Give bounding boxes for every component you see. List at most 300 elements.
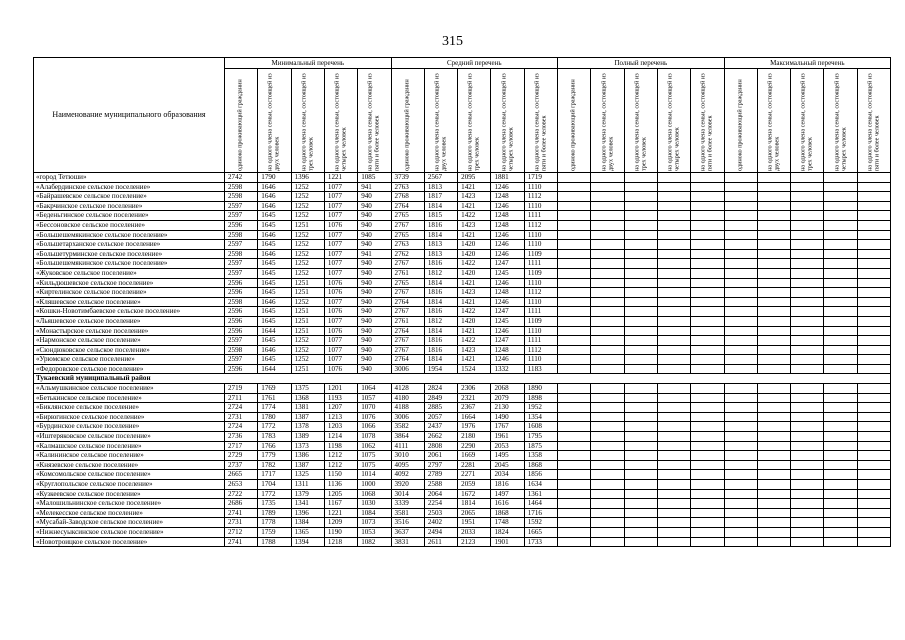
subcolumn-header-text: одиноко проживающий гражданин — [236, 78, 244, 171]
value-cell: 1111 — [524, 211, 557, 221]
table-row — [34, 384, 891, 394]
value-cell — [657, 364, 690, 374]
value-cell — [757, 268, 790, 278]
value-cell — [591, 364, 624, 374]
table-row — [34, 230, 891, 240]
municipality-name: «Малошильнинское сельское поселение» — [34, 499, 225, 509]
value-cell — [791, 307, 824, 317]
subcolumn-header-text: на одного члена семьи, состоящей из четырех человек — [833, 72, 847, 171]
municipality-name: «Большетурминское сельское поселение» — [34, 249, 225, 259]
value-cell — [591, 240, 624, 250]
value-cell — [757, 384, 790, 394]
value-cell: 1252 — [291, 336, 324, 346]
value-cell: 2768 — [391, 192, 424, 202]
value-cell: 1109 — [524, 316, 557, 326]
municipality-name: «Иштеряковское сельское поселение» — [34, 432, 225, 442]
value-cell — [624, 364, 657, 374]
value-cell: 1814 — [424, 326, 457, 336]
value-cell: 2765 — [391, 230, 424, 240]
value-cell — [724, 480, 757, 490]
value-cell: 1077 — [324, 297, 357, 307]
value-cell — [724, 451, 757, 461]
value-cell — [857, 288, 890, 298]
value-cell: 2767 — [391, 259, 424, 269]
municipality-name: «Кляшевское сельское поселение» — [34, 297, 225, 307]
value-cell: 2761 — [391, 316, 424, 326]
value-cell: 1218 — [324, 537, 357, 547]
subcolumn-header — [291, 69, 324, 173]
value-cell: 2068 — [491, 384, 524, 394]
value-cell — [724, 336, 757, 346]
value-cell — [591, 451, 624, 461]
value-cell — [691, 537, 724, 547]
value-cell — [757, 480, 790, 490]
value-cell: 1816 — [424, 307, 457, 317]
value-cell — [657, 384, 690, 394]
value-cell — [791, 364, 824, 374]
value-cell: 1719 — [524, 173, 557, 183]
value-cell — [558, 393, 591, 403]
value-cell: 940 — [358, 316, 391, 326]
table-row — [34, 297, 891, 307]
value-cell: 1790 — [258, 173, 291, 183]
value-cell: 1735 — [258, 499, 291, 509]
table-row — [34, 201, 891, 211]
value-cell — [558, 211, 591, 221]
value-cell: 2767 — [391, 307, 424, 317]
value-cell — [591, 432, 624, 442]
value-cell — [691, 451, 724, 461]
subcolumn-header-text: на одного члена семьи, состоящей из двух человек — [599, 72, 614, 171]
value-cell — [857, 451, 890, 461]
value-cell: 2402 — [424, 518, 457, 528]
value-cell — [757, 182, 790, 192]
value-cell: 1183 — [524, 364, 557, 374]
value-cell — [757, 393, 790, 403]
value-cell — [724, 220, 757, 230]
value-cell — [724, 182, 757, 192]
value-cell — [724, 259, 757, 269]
value-cell — [591, 326, 624, 336]
municipality-name: «Калининское сельское поселение» — [34, 451, 225, 461]
value-cell: 1759 — [258, 527, 291, 537]
municipality-name: «Князевское сельское поселение» — [34, 460, 225, 470]
value-cell — [558, 259, 591, 269]
value-cell — [691, 326, 724, 336]
subcolumn-header — [857, 69, 890, 173]
value-cell: 1420 — [458, 249, 491, 259]
subcolumn-header-text: одиноко проживающий гражданин — [736, 78, 744, 171]
value-cell — [824, 220, 857, 230]
value-cell — [624, 422, 657, 432]
value-cell: 2662 — [424, 432, 457, 442]
value-cell: 2588 — [424, 480, 457, 490]
table-row — [34, 355, 891, 365]
value-cell: 1664 — [458, 412, 491, 422]
value-cell — [691, 240, 724, 250]
value-cell: 2764 — [391, 355, 424, 365]
value-cell: 1646 — [258, 249, 291, 259]
value-cell: 940 — [358, 201, 391, 211]
value-cell: 1068 — [358, 489, 391, 499]
value-cell — [558, 537, 591, 547]
value-cell — [724, 393, 757, 403]
value-cell — [691, 182, 724, 192]
value-cell: 1782 — [258, 460, 291, 470]
value-cell: 1110 — [524, 240, 557, 250]
subcolumn-header-text: одиноко проживающий гражданин — [403, 78, 411, 171]
value-cell — [558, 364, 591, 374]
value-cell — [657, 192, 690, 202]
section-row — [34, 374, 891, 384]
value-cell: 1109 — [524, 249, 557, 259]
value-cell: 1077 — [324, 211, 357, 221]
value-cell — [791, 355, 824, 365]
value-cell — [657, 288, 690, 298]
value-cell: 1247 — [491, 259, 524, 269]
municipality-name: «Федоровское сельское поселение» — [34, 364, 225, 374]
value-cell — [657, 268, 690, 278]
table-row — [34, 326, 891, 336]
value-cell: 1246 — [491, 297, 524, 307]
value-cell: 3831 — [391, 537, 424, 547]
value-cell — [591, 355, 624, 365]
value-cell: 1524 — [458, 364, 491, 374]
value-cell: 1110 — [524, 355, 557, 365]
subcolumn-header-text: на одного члена семьи, состоящей из четырех человек — [499, 72, 514, 171]
value-cell: 1645 — [258, 288, 291, 298]
value-cell: 1014 — [358, 470, 391, 480]
value-cell — [624, 451, 657, 461]
value-cell — [624, 508, 657, 518]
group-header: Максимальный перечень — [724, 58, 891, 69]
value-cell: 1214 — [324, 432, 357, 442]
value-cell: 1422 — [458, 336, 491, 346]
value-cell: 1150 — [324, 470, 357, 480]
value-cell — [824, 460, 857, 470]
value-cell: 1646 — [258, 230, 291, 240]
value-cell: 1078 — [358, 432, 391, 442]
value-cell — [824, 259, 857, 269]
value-cell — [724, 364, 757, 374]
value-cell — [824, 249, 857, 259]
value-cell — [724, 412, 757, 422]
value-cell — [657, 173, 690, 183]
value-cell: 940 — [358, 230, 391, 240]
value-cell: 1816 — [424, 259, 457, 269]
table-row — [34, 364, 891, 374]
value-cell — [757, 201, 790, 211]
value-cell — [558, 230, 591, 240]
value-cell — [757, 249, 790, 259]
subsistence-table — [33, 57, 891, 547]
value-cell: 1246 — [491, 326, 524, 336]
value-cell: 1875 — [524, 441, 557, 451]
value-cell: 1077 — [324, 201, 357, 211]
value-cell: 940 — [358, 278, 391, 288]
value-cell: 1381 — [291, 403, 324, 413]
table-row — [34, 432, 891, 442]
value-cell — [591, 412, 624, 422]
value-cell: 1207 — [324, 403, 357, 413]
value-cell: 1812 — [424, 268, 457, 278]
value-cell: 1075 — [358, 460, 391, 470]
value-cell: 1082 — [358, 537, 391, 547]
value-cell: 1421 — [458, 201, 491, 211]
municipality-name: «Круглопольское сельское поселение» — [34, 480, 225, 490]
value-cell — [791, 508, 824, 518]
value-cell — [824, 288, 857, 298]
value-cell: 940 — [358, 336, 391, 346]
subcolumn-header — [358, 69, 391, 173]
value-cell — [691, 489, 724, 499]
value-cell — [757, 316, 790, 326]
value-cell — [624, 249, 657, 259]
subcolumn-header — [558, 69, 591, 173]
value-cell — [824, 364, 857, 374]
value-cell — [558, 518, 591, 528]
value-cell: 1645 — [258, 316, 291, 326]
value-cell — [824, 499, 857, 509]
value-cell: 940 — [358, 345, 391, 355]
value-cell — [824, 518, 857, 528]
value-cell — [691, 527, 724, 537]
value-cell — [558, 470, 591, 480]
value-cell — [724, 230, 757, 240]
value-cell — [691, 211, 724, 221]
value-cell: 2596 — [225, 364, 258, 374]
table-row — [34, 316, 891, 326]
value-cell — [624, 460, 657, 470]
municipality-name: «Урюмское сельское поселение» — [34, 355, 225, 365]
value-cell: 1812 — [424, 316, 457, 326]
value-cell: 1384 — [291, 518, 324, 528]
value-cell: 1066 — [358, 422, 391, 432]
value-cell — [657, 249, 690, 259]
value-cell — [624, 355, 657, 365]
value-cell: 1814 — [424, 230, 457, 240]
value-cell: 2611 — [424, 537, 457, 547]
value-cell — [624, 336, 657, 346]
value-cell: 1717 — [258, 470, 291, 480]
value-cell — [657, 480, 690, 490]
value-cell: 1704 — [258, 480, 291, 490]
subcolumn-header — [691, 69, 724, 173]
value-cell — [558, 278, 591, 288]
value-cell: 3637 — [391, 527, 424, 537]
value-cell: 1251 — [291, 220, 324, 230]
value-cell — [558, 441, 591, 451]
value-cell: 1076 — [358, 412, 391, 422]
value-cell: 2598 — [225, 230, 258, 240]
table-row — [34, 240, 891, 250]
value-cell: 2729 — [225, 451, 258, 461]
value-cell: 1245 — [491, 316, 524, 326]
value-cell — [691, 480, 724, 490]
value-cell — [824, 489, 857, 499]
value-cell — [857, 422, 890, 432]
value-cell — [791, 480, 824, 490]
value-cell — [757, 230, 790, 240]
value-cell: 2598 — [225, 345, 258, 355]
value-cell — [591, 460, 624, 470]
value-cell: 1110 — [524, 278, 557, 288]
value-cell — [857, 201, 890, 211]
value-cell: 1248 — [491, 220, 524, 230]
value-cell: 1111 — [524, 259, 557, 269]
value-cell — [791, 326, 824, 336]
value-cell — [558, 316, 591, 326]
value-cell: 1814 — [424, 355, 457, 365]
value-cell: 2290 — [458, 441, 491, 451]
value-cell — [824, 201, 857, 211]
value-cell — [791, 220, 824, 230]
value-cell — [724, 422, 757, 432]
subcolumn-header — [324, 69, 357, 173]
value-cell: 1646 — [258, 297, 291, 307]
value-cell — [657, 259, 690, 269]
value-cell: 1077 — [324, 355, 357, 365]
value-cell — [791, 393, 824, 403]
value-cell: 2767 — [391, 345, 424, 355]
municipality-name: «Мусабай-Заводское сельское поселение» — [34, 518, 225, 528]
value-cell: 1111 — [524, 307, 557, 317]
value-cell — [691, 336, 724, 346]
value-cell — [591, 259, 624, 269]
group-header: Полный перечень — [558, 58, 725, 69]
value-cell — [657, 201, 690, 211]
value-cell: 1420 — [458, 268, 491, 278]
value-cell — [591, 489, 624, 499]
value-cell: 1761 — [258, 393, 291, 403]
value-cell — [624, 470, 657, 480]
value-cell — [724, 537, 757, 547]
value-cell — [724, 527, 757, 537]
value-cell — [757, 259, 790, 269]
value-cell: 1669 — [458, 451, 491, 461]
value-cell — [757, 403, 790, 413]
subcolumn-header-text: на одного члена семьи, состоящей из пяти и более человек — [366, 72, 381, 171]
value-cell — [624, 211, 657, 221]
value-cell — [757, 412, 790, 422]
value-cell: 1646 — [258, 182, 291, 192]
value-cell: 940 — [358, 240, 391, 250]
value-cell — [857, 355, 890, 365]
value-cell: 1646 — [258, 201, 291, 211]
value-cell: 1645 — [258, 307, 291, 317]
value-cell: 1421 — [458, 297, 491, 307]
table-row — [34, 307, 891, 317]
value-cell: 1221 — [324, 508, 357, 518]
municipality-name: «город Тетюши» — [34, 173, 225, 183]
value-cell: 2719 — [225, 384, 258, 394]
value-cell: 1788 — [258, 537, 291, 547]
value-cell — [857, 384, 890, 394]
value-cell: 2079 — [491, 393, 524, 403]
value-cell: 1251 — [291, 307, 324, 317]
municipality-name: «Новотроицкое сельское поселение» — [34, 537, 225, 547]
table-row — [34, 460, 891, 470]
value-cell: 1062 — [358, 441, 391, 451]
value-cell — [657, 230, 690, 240]
value-cell: 1814 — [424, 278, 457, 288]
value-cell: 1205 — [324, 489, 357, 499]
value-cell: 1421 — [458, 355, 491, 365]
value-cell: 1779 — [258, 451, 291, 461]
value-cell — [591, 336, 624, 346]
value-cell: 1766 — [258, 441, 291, 451]
value-cell: 1368 — [291, 393, 324, 403]
value-cell — [791, 527, 824, 537]
value-cell: 2824 — [424, 384, 457, 394]
value-cell — [624, 316, 657, 326]
table-row — [34, 288, 891, 298]
value-cell — [691, 288, 724, 298]
value-cell — [791, 499, 824, 509]
value-cell: 2741 — [225, 508, 258, 518]
value-cell: 1251 — [291, 364, 324, 374]
value-cell: 1136 — [324, 480, 357, 490]
table-row — [34, 278, 891, 288]
value-cell — [691, 316, 724, 326]
value-cell — [824, 345, 857, 355]
value-cell — [624, 480, 657, 490]
value-cell: 1421 — [458, 278, 491, 288]
value-cell — [624, 499, 657, 509]
value-cell: 1420 — [458, 316, 491, 326]
value-cell: 1774 — [258, 403, 291, 413]
municipality-name: «Большешемякинское сельское поселение» — [34, 230, 225, 240]
municipality-name: «Большешемякинское сельское поселение» — [34, 259, 225, 269]
value-cell — [624, 173, 657, 183]
subcolumn-header — [391, 69, 424, 173]
value-cell: 1251 — [291, 278, 324, 288]
value-cell: 2597 — [225, 211, 258, 221]
value-cell: 1645 — [258, 211, 291, 221]
value-cell — [857, 480, 890, 490]
value-cell — [724, 278, 757, 288]
value-cell: 2764 — [391, 326, 424, 336]
municipality-name: «Беденьгинское сельское поселение» — [34, 211, 225, 221]
value-cell: 1789 — [258, 508, 291, 518]
value-cell — [691, 201, 724, 211]
subcolumn-header — [791, 69, 824, 173]
value-cell: 2737 — [225, 460, 258, 470]
municipality-name: «Бессоновское сельское поселение» — [34, 220, 225, 230]
subcolumn-header — [724, 69, 757, 173]
value-cell: 1646 — [258, 345, 291, 355]
value-cell: 2797 — [424, 460, 457, 470]
value-cell — [558, 249, 591, 259]
value-cell: 940 — [358, 259, 391, 269]
value-cell: 940 — [358, 364, 391, 374]
table-row — [34, 480, 891, 490]
value-cell — [657, 278, 690, 288]
value-cell — [657, 307, 690, 317]
value-cell — [591, 537, 624, 547]
value-cell — [824, 211, 857, 221]
value-cell: 1246 — [491, 201, 524, 211]
value-cell — [724, 268, 757, 278]
value-cell: 2064 — [424, 489, 457, 499]
value-cell: 2885 — [424, 403, 457, 413]
value-cell — [624, 518, 657, 528]
value-cell — [791, 336, 824, 346]
value-cell — [591, 508, 624, 518]
value-cell: 1464 — [524, 499, 557, 509]
value-cell: 1073 — [358, 518, 391, 528]
value-cell: 1246 — [491, 249, 524, 259]
